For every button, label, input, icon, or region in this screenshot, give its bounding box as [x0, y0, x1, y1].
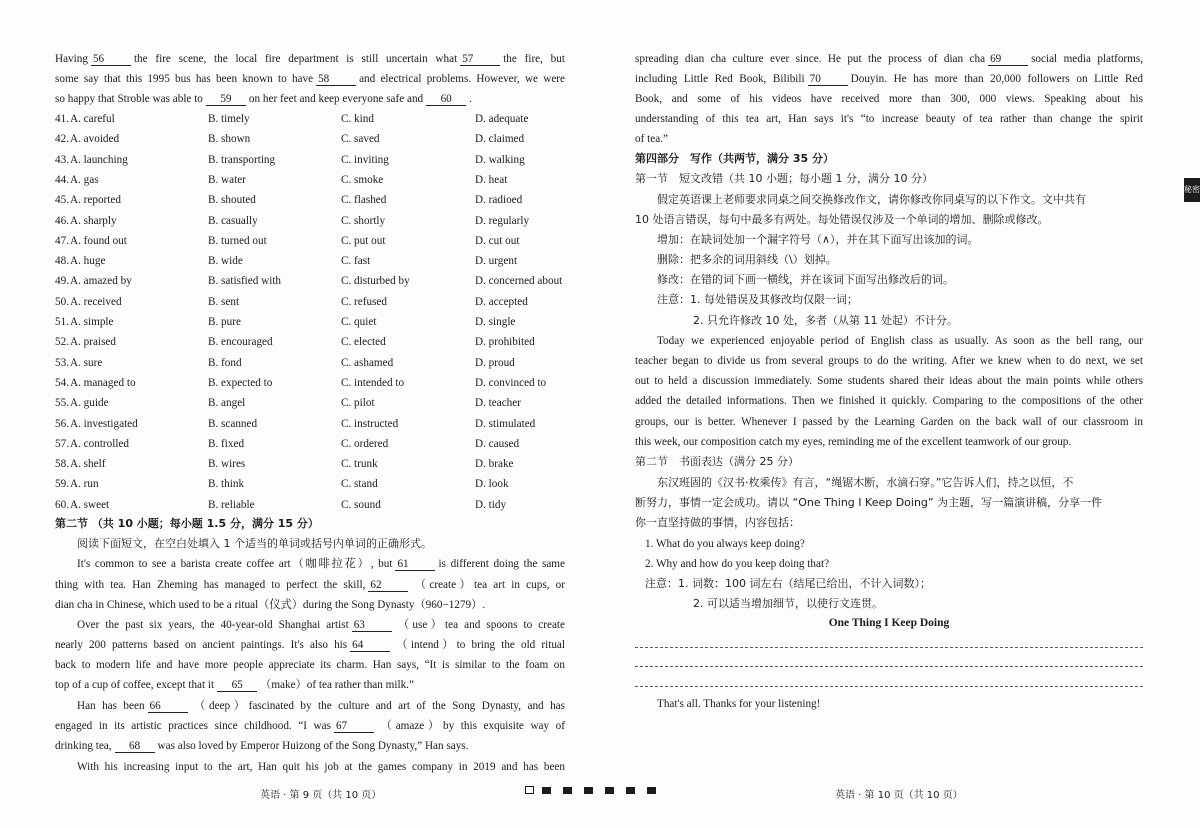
passage-line: thing with tea. Han Zheming has managed to perfect the skill, 62 （create）tea art in cups, or [55, 579, 565, 591]
question-number: 50. [55, 295, 69, 308]
question-number: 57. [55, 437, 69, 450]
passage-line: back to modern life and have more people appreciate its charm. Han says, “It is similar to the foam on [55, 659, 565, 671]
question-number: 49. [55, 275, 69, 288]
option-a: A. received [70, 295, 122, 308]
option-c: C. refused [341, 295, 387, 308]
option-b: B. satisfied with [208, 275, 282, 288]
question-number: 53. [55, 356, 69, 369]
option-c: C. intended to [341, 376, 405, 389]
option-row [55, 396, 565, 410]
section2-instruction: 阅读下面短文，在空白处填入 1 个适当的单词或括号内单词的正确形式。 [77, 537, 432, 550]
passage-line: so happy that Stroble was able to 59 on her feet and keep everyone safe and 60 . [55, 93, 472, 105]
option-b: B. water [208, 173, 246, 186]
question-number: 42. [55, 133, 69, 146]
blank-66: 66 [148, 700, 188, 713]
option-b: B. pure [208, 316, 241, 328]
option-c: C. elected [341, 336, 386, 349]
passage-line: drinking tea, 68 was also loved by Emperor Huizong of the Song Dynasty,” Han says. [55, 740, 469, 752]
option-b: B. transporting [208, 153, 276, 166]
page-footer-right: 英语 · 第 10 页（共 10 页） [835, 790, 963, 801]
option-b: B. fond [208, 356, 242, 369]
option-b: B. wires [208, 458, 246, 471]
option-a: A. sweet [70, 498, 110, 511]
passage-line: some say that this 1995 bus has been known to have 58 and electrical problems. However, we were [55, 73, 565, 85]
essay-line: this week, our composition catch my eyes, reminding me of the excellent teamwork of our group. [635, 436, 1072, 448]
option-row [55, 437, 565, 451]
option-c: C. inviting [341, 153, 389, 166]
option-d: D. caused [475, 437, 520, 450]
passage-line: spreading dian cha culture ever since. He put the process of dian cha 69 social media platforms, [635, 53, 1144, 65]
passage-line: Over the past six years, the 40-year-old Shanghai artist 63 （use）tea and spoons to create [77, 619, 565, 631]
section2-heading: 第二节 （共 10 小题；每小题 1.5 分，满分 15 分） [55, 517, 319, 530]
scan-mark [584, 787, 593, 794]
option-c: C. disturbed by [341, 275, 410, 288]
option-c: C. kind [341, 113, 374, 125]
option-a: A. investigated [70, 417, 138, 430]
question-number: 60. [55, 498, 69, 511]
blank-63: 63 [352, 619, 392, 632]
writing-question: 2. Why and how do you keep doing that? [645, 558, 830, 570]
option-a: A. managed to [70, 376, 136, 389]
part4-heading: 第四部分 写作（共两节，满分 35 分） [635, 152, 834, 165]
passage-line: including Little Red Book, Bilibili 70 Douyin. He has more than 20,000 followers on Little Red [635, 73, 1143, 85]
question-number: 54. [55, 376, 69, 389]
option-row [55, 132, 565, 146]
question-number: 55. [55, 397, 69, 410]
option-a: A. amazed by [70, 275, 132, 288]
option-a: A. controlled [70, 437, 130, 450]
page-footer-left: 英语 · 第 9 页（共 10 页） [260, 790, 382, 801]
option-c: C. sound [341, 498, 381, 511]
option-d: D. tidy [475, 498, 507, 511]
option-row [55, 234, 565, 248]
option-b: B. angel [208, 397, 246, 410]
option-a: A. careful [70, 113, 115, 125]
option-d: D. prohibited [475, 336, 535, 349]
option-a: A. found out [70, 234, 127, 247]
writing-note: 注意：1. 词数：100 词左右（结尾已给出，不计入词数）； [645, 577, 931, 590]
essay-line: teacher began to divide us from several groups to do the writing. After we knew when to do next, we set [635, 355, 1143, 367]
passage-line: dian cha in Chinese, which used to be a ritual（仪式）during the Song Dynasty（960−1279）. [55, 599, 486, 611]
passage-line: of tea.” [635, 133, 668, 145]
option-row [55, 457, 565, 471]
option-row [55, 417, 565, 431]
writing-line[interactable] [635, 647, 1143, 648]
essay-line: added the detailed informations. Then we finished it quickly. Comparing to the compositions of the other [635, 395, 1143, 407]
passage-line: Book, and some of his videos have received more than 300, 000 views. Speaking about his [635, 93, 1143, 105]
essay-closing: That's all. Thanks for your listening! [657, 698, 821, 710]
passage-line: Han has been 66 （deep）fascinated by the culture and art of the Song Dynasty, and has [77, 700, 566, 712]
note-line: 2. 只允许修改 10 处，多者（从第 11 处起）不计分。 [693, 314, 958, 327]
blank-56: 56 [91, 53, 131, 66]
section1-heading: 第一节 短文改错（共 10 小题；每小题 1 分，满分 10 分） [635, 172, 933, 185]
scan-mark [626, 787, 635, 794]
option-c: C. saved [341, 133, 380, 146]
instruction-modify: 修改：在错的词下画一横线，并在该词下面写出修改后的词。 [657, 273, 954, 286]
blank-57: 57 [460, 53, 500, 66]
option-a: A. run [70, 478, 99, 491]
writing-line[interactable] [635, 686, 1143, 687]
blank-59: 59 [206, 93, 246, 106]
option-b: B. turned out [208, 234, 267, 247]
option-row [55, 274, 565, 288]
option-d: D. look [475, 478, 509, 491]
section2-writing-heading: 第二节 书面表达（满分 25 分） [635, 455, 799, 468]
scan-mark [542, 787, 551, 794]
instruction-delete: 删除：把多余的词用斜线（\）划掉。 [657, 253, 837, 266]
option-d: D. adequate [475, 113, 529, 125]
option-c: C. trunk [341, 458, 378, 471]
question-number: 41. [55, 113, 69, 125]
scan-mark [647, 787, 656, 794]
option-row [55, 112, 565, 126]
option-a: A. praised [70, 336, 116, 349]
question-number: 51. [55, 316, 69, 328]
writing-instruction: 东汉班固的《汉书·枚乘传》有言，“绳锯木断，水滴石穿。”它告诉人们，持之以恒，不 [657, 476, 1074, 489]
scan-marks [525, 784, 668, 796]
blank-61: 61 [395, 558, 435, 571]
option-d: D. convinced to [475, 376, 547, 389]
option-d: D. regularly [475, 214, 530, 227]
passage-line: nearly 200 patterns based on ancient paintings. It's also his 64 （intend）to bring the old ritual [55, 639, 565, 651]
option-c: C. shortly [341, 214, 386, 227]
option-row [55, 254, 565, 268]
option-a: A. reported [70, 194, 121, 207]
passage-line: With his increasing input to the art, Han quit his job at the games company in 2019 and has been [77, 761, 565, 773]
option-b: B. wide [208, 255, 243, 268]
option-row [55, 315, 565, 329]
instruction-line: 10 处语言错误，每句中最多有两处。每处错误仅涉及一个单词的增加、删除或修改。 [635, 213, 1049, 226]
question-number: 46. [55, 214, 69, 227]
option-b: B. reliable [208, 498, 255, 511]
question-number: 45. [55, 194, 69, 207]
option-d: D. urgent [475, 255, 518, 268]
option-c: C. put out [341, 234, 386, 247]
option-a: A. launching [70, 153, 128, 166]
option-d: D. concerned about [475, 275, 563, 288]
passage-line: It's common to see a barista create coffee art（咖啡拉花）, but 61 is different doing the same [77, 558, 565, 570]
essay-line: Today we experienced enjoyable period of English class as usually. As soon as the bell rang, our [657, 335, 1143, 347]
option-d: D. accepted [475, 295, 528, 308]
passage-line: Having 56 the fire scene, the local fire department is still uncertain what 57 the fire, but [55, 53, 565, 65]
option-row [55, 498, 565, 512]
writing-instruction: 断努力，事情一定会成功。请以 “One Thing I Keep Doing” 为主题，写一篇演讲稿，分享一件 [635, 496, 1103, 509]
question-number: 43. [55, 153, 69, 166]
blank-69: 69 [988, 53, 1028, 66]
option-a: A. simple [70, 316, 114, 328]
option-row [55, 477, 565, 491]
option-c: C. smoke [341, 173, 384, 186]
option-c: C. stand [341, 478, 378, 491]
option-row [55, 173, 565, 187]
passage-line: top of a cup of coffee, except that it 65 （make）of tea rather than milk.” [55, 679, 414, 691]
option-c: C. pilot [341, 397, 375, 410]
option-a: A. avoided [70, 133, 120, 146]
option-c: C. instructed [341, 417, 399, 430]
option-row [55, 153, 565, 167]
passage-line: engaged in its artistic practices since childhood. “I was 67 （amaze）by this exquisite way of [55, 720, 565, 732]
option-c: C. fast [341, 255, 371, 268]
option-c: C. ashamed [341, 356, 394, 369]
option-b: B. shouted [208, 194, 256, 207]
writing-line[interactable] [635, 666, 1143, 667]
option-a: A. sure [70, 356, 103, 369]
option-d: D. radioed [475, 194, 523, 207]
option-row [55, 376, 565, 390]
writing-note: 2. 可以适当增加细节，以使行文连贯。 [693, 597, 883, 610]
blank-62: 62 [368, 579, 408, 592]
option-c: C. flashed [341, 194, 387, 207]
option-row [55, 295, 565, 309]
scan-mark-hollow [525, 786, 534, 794]
option-b: B. timely [208, 113, 250, 125]
option-b: B. encouraged [208, 336, 273, 349]
scan-mark [605, 787, 614, 794]
option-a: A. huge [70, 255, 106, 268]
essay-title: One Thing I Keep Doing [828, 617, 950, 629]
question-number: 44. [55, 173, 69, 186]
blank-70: 70 [808, 73, 848, 86]
option-b: B. expected to [208, 376, 273, 389]
essay-line: groups, our is better. Whenever I passed by the Learning Garden on the back wall of our classroom in [635, 416, 1143, 428]
option-b: B. scanned [208, 417, 258, 430]
scan-mark [563, 787, 572, 794]
option-d: D. heat [475, 173, 508, 186]
option-b: B. sent [208, 295, 240, 308]
option-row [55, 356, 565, 370]
option-row [55, 335, 565, 349]
blank-65: 65 [217, 679, 257, 692]
option-c: C. quiet [341, 316, 377, 328]
option-a: A. guide [70, 397, 109, 410]
side-tab: 秘密 [1184, 178, 1200, 202]
option-d: D. walking [475, 153, 525, 166]
passage-line: understanding of this tea art, Han says it's “to increase beauty of tea rather than change the spirit [635, 113, 1143, 125]
option-d: D. proud [475, 356, 515, 369]
question-number: 58. [55, 458, 69, 471]
blank-58: 58 [316, 73, 356, 86]
option-row [55, 214, 565, 228]
blank-64: 64 [350, 639, 390, 652]
option-b: B. fixed [208, 437, 245, 450]
option-d: D. stimulated [475, 417, 536, 430]
option-d: D. teacher [475, 397, 521, 410]
option-b: B. casually [208, 214, 258, 227]
option-a: A. gas [70, 173, 99, 186]
option-a: A. shelf [70, 458, 106, 471]
instruction-line: 假定英语课上老师要求同桌之间交换修改作文，请你修改你同桌写的以下作文。文中共有 [657, 193, 1086, 206]
essay-line: out to held a discussion immediately. Some students shared their ideas about the main points while others [635, 375, 1143, 387]
option-d: D. brake [475, 458, 514, 471]
option-row [55, 193, 565, 207]
option-c: C. ordered [341, 437, 389, 450]
option-d: D. cut out [475, 234, 520, 247]
blank-68: 68 [115, 740, 155, 753]
blank-60: 60 [426, 93, 466, 106]
option-d: D. single [475, 316, 516, 328]
question-number: 59. [55, 478, 69, 491]
instruction-add: 增加：在缺词处加一个漏字符号（∧），并在其下面写出该加的词。 [657, 233, 979, 246]
question-number: 56. [55, 417, 69, 430]
option-b: B. shown [208, 133, 251, 146]
option-a: A. sharply [70, 214, 117, 227]
option-d: D. claimed [475, 133, 525, 146]
blank-67: 67 [334, 720, 374, 733]
question-number: 48. [55, 255, 69, 268]
writing-question: 1. What do you always keep doing? [645, 538, 805, 550]
question-number: 47. [55, 234, 69, 247]
question-number: 52. [55, 336, 69, 349]
writing-instruction: 你一直坚持做的事情，内容包括： [635, 516, 800, 529]
option-b: B. think [208, 478, 245, 491]
note-line: 注意：1. 每处错误及其修改均仅限一词； [657, 293, 858, 306]
